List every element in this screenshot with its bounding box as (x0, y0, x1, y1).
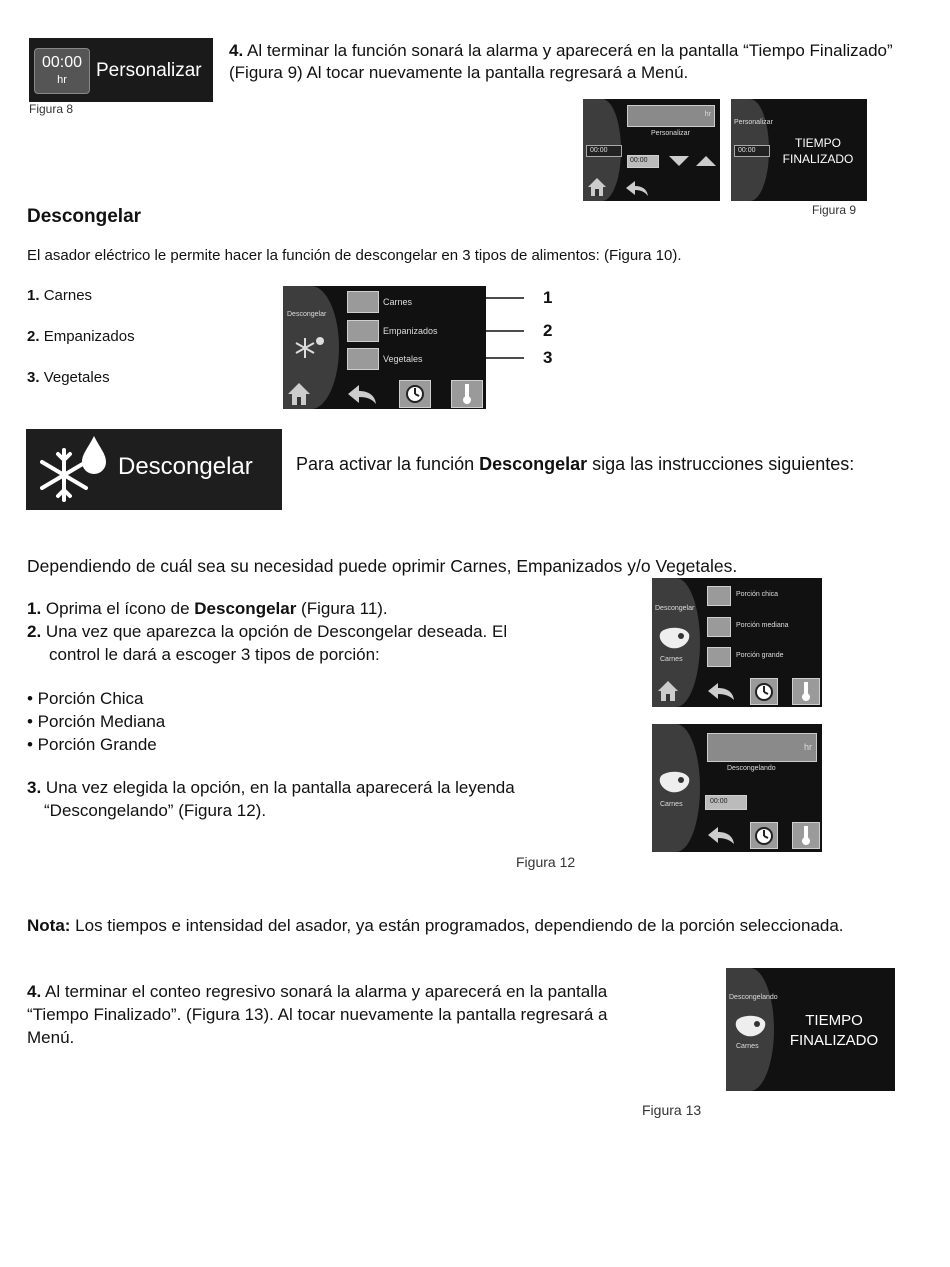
descongelar-label: Descongelar (118, 453, 253, 480)
section-intro: El asador eléctrico le permite hacer la función de descongelar en 3 tipos de alimentos: (Figura 10). (27, 247, 682, 264)
step-4-top (229, 40, 899, 84)
time-display (707, 733, 817, 762)
step-2-line1: 2. Una vez que aparezca la opción de Descongelar deseada. El (27, 622, 508, 641)
portion-grande: • Porción Grande (27, 735, 157, 754)
time-display (627, 105, 715, 127)
callout-1: 1 (543, 288, 553, 307)
counter-box (705, 795, 747, 810)
personalizar-label: Personalizar (96, 60, 202, 81)
steak-icon (657, 626, 691, 652)
thermometer-icon (800, 681, 812, 702)
home-icon[interactable] (587, 177, 607, 197)
step-3-line2: “Descongelando” (Figura 12). (44, 801, 267, 820)
home-icon[interactable] (657, 680, 679, 702)
side-label: Descongelar (655, 605, 695, 612)
clock-button[interactable] (399, 380, 431, 408)
snowflake-icon (293, 334, 325, 360)
option-grande-icon[interactable] (707, 647, 731, 667)
depend-text: Dependiendo de cuál sea su necesidad puede oprimir Carnes, Empanizados y/o Vegetales. (27, 556, 738, 576)
step-4-text: Al terminar la función sonará la alarma y aparecerá en la pantalla “Tiempo Finalizado” (Figura 9) Al tocar nuevamente la pantalla regresará a Menú. (229, 41, 893, 82)
home-icon[interactable] (287, 382, 311, 406)
clock-icon (754, 682, 774, 702)
down-arrow-icon[interactable] (669, 156, 689, 166)
message-line2: FINALIZADO (782, 152, 854, 166)
screen-label: Personalizar (651, 130, 690, 137)
step-4-num: 4. (229, 41, 244, 60)
nota: Nota: Los tiempos e intensidad del asador, ya están programados, dependiendo de la porción seleccionada. (27, 916, 844, 935)
thermometer-icon (800, 825, 812, 846)
side-sub-label: Carnes (736, 1043, 759, 1050)
option-mediana-icon[interactable] (707, 617, 731, 637)
time-unit: hr (57, 74, 67, 86)
figure-12-caption: Figura 12 (516, 854, 576, 870)
steak-icon (733, 1014, 767, 1040)
figure-8-button[interactable] (29, 38, 213, 102)
figure-11-screen (652, 578, 822, 707)
figure-12-screen (652, 724, 822, 852)
thermometer-button[interactable] (792, 678, 820, 705)
thermometer-button[interactable] (792, 822, 820, 849)
option-mediana-label: Porción mediana (736, 622, 789, 629)
option-empanizados-icon[interactable] (347, 320, 379, 342)
option-vegetales-icon[interactable] (347, 348, 379, 370)
side-label: Descongelando (729, 994, 778, 1001)
time-value: 00:00 (41, 54, 83, 71)
thermometer-icon (461, 383, 473, 405)
back-arrow-icon[interactable] (347, 383, 377, 405)
step-1: 1. Oprima el ícono de Descongelar (Figura 11). (27, 599, 388, 618)
counter-box (627, 155, 659, 168)
side-label: Personalizar (734, 119, 773, 126)
side-time-value: 00:00 (590, 147, 608, 154)
portion-mediana: • Porción Mediana (27, 712, 166, 731)
option-carnes-icon[interactable] (347, 291, 379, 313)
banner-instruction: Para activar la función Descongelar siga las instrucciones siguientes: (296, 454, 855, 474)
list-item-2: 2. Empanizados (27, 328, 135, 345)
clock-button[interactable] (750, 822, 778, 849)
section-title: Descongelar (27, 206, 142, 227)
figure-9b-screen (731, 99, 867, 201)
option-chica-icon[interactable] (707, 586, 731, 606)
figure-13-screen (726, 968, 895, 1091)
thermometer-button[interactable] (451, 380, 483, 408)
callout-3: 3 (543, 348, 553, 367)
time-unit: hr (704, 111, 711, 118)
figure-8-caption: Figura 8 (29, 102, 74, 116)
list-item-3: 3. Vegetales (27, 369, 110, 386)
callout-lines (486, 290, 526, 370)
message-line1: TIEMPO (805, 1012, 863, 1029)
figure-13-caption: Figura 13 (642, 1102, 702, 1118)
time-unit: hr (803, 742, 812, 752)
step-4-bottom-line3: Menú. (27, 1028, 75, 1047)
side-time-box (586, 145, 622, 157)
callout-2: 2 (543, 321, 553, 340)
step-2-line2: control le dará a escoger 3 tipos de porción: (49, 645, 380, 664)
portion-chica: • Porción Chica (27, 689, 144, 708)
option-carnes-label: Carnes (383, 297, 413, 307)
list-item-1: 1. Carnes (27, 287, 93, 304)
side-time-value: 00:00 (738, 147, 756, 154)
steak-icon (657, 770, 691, 796)
time-badge (34, 48, 90, 94)
side-sub-label: Carnes (660, 656, 683, 663)
back-arrow-icon[interactable] (707, 681, 735, 701)
option-empanizados-label: Empanizados (383, 326, 438, 336)
counter-value: 00:00 (630, 157, 648, 164)
figure-9a-screen (583, 99, 720, 201)
option-chica-label: Porción chica (736, 591, 779, 598)
option-vegetales-label: Vegetales (383, 354, 423, 364)
up-arrow-icon[interactable] (696, 156, 716, 166)
clock-icon (405, 384, 425, 404)
step-3-line1: 3. Una vez elegida la opción, en la pantalla aparecerá la leyenda (27, 778, 515, 797)
back-arrow-icon[interactable] (625, 179, 649, 197)
counter-value: 00:00 (710, 798, 728, 805)
snowflake-drop-icon (34, 432, 114, 507)
figure-10-screen (283, 286, 486, 409)
option-grande-label: Porción grande (736, 652, 784, 659)
descongelar-button[interactable] (26, 429, 282, 510)
step-4-bottom-line1: 4. Al terminar el conteo regresivo sonará la alarma y aparecerá en la pantalla (27, 982, 608, 1001)
step-4-bottom-line2: “Tiempo Finalizado”. (Figura 13). Al tocar nuevamente la pantalla regresará a (27, 1005, 608, 1024)
figure-9-caption: Figura 9 (812, 203, 857, 217)
back-arrow-icon[interactable] (707, 825, 735, 845)
clock-icon (754, 826, 774, 846)
message-line2: FINALIZADO (789, 1032, 879, 1049)
side-sub-label: Carnes (660, 801, 683, 808)
message-line1: TIEMPO (794, 136, 841, 150)
clock-button[interactable] (750, 678, 778, 705)
screen-label: Descongelando (727, 765, 776, 772)
side-time-box (734, 145, 770, 157)
side-label: Descongelar (287, 311, 327, 318)
